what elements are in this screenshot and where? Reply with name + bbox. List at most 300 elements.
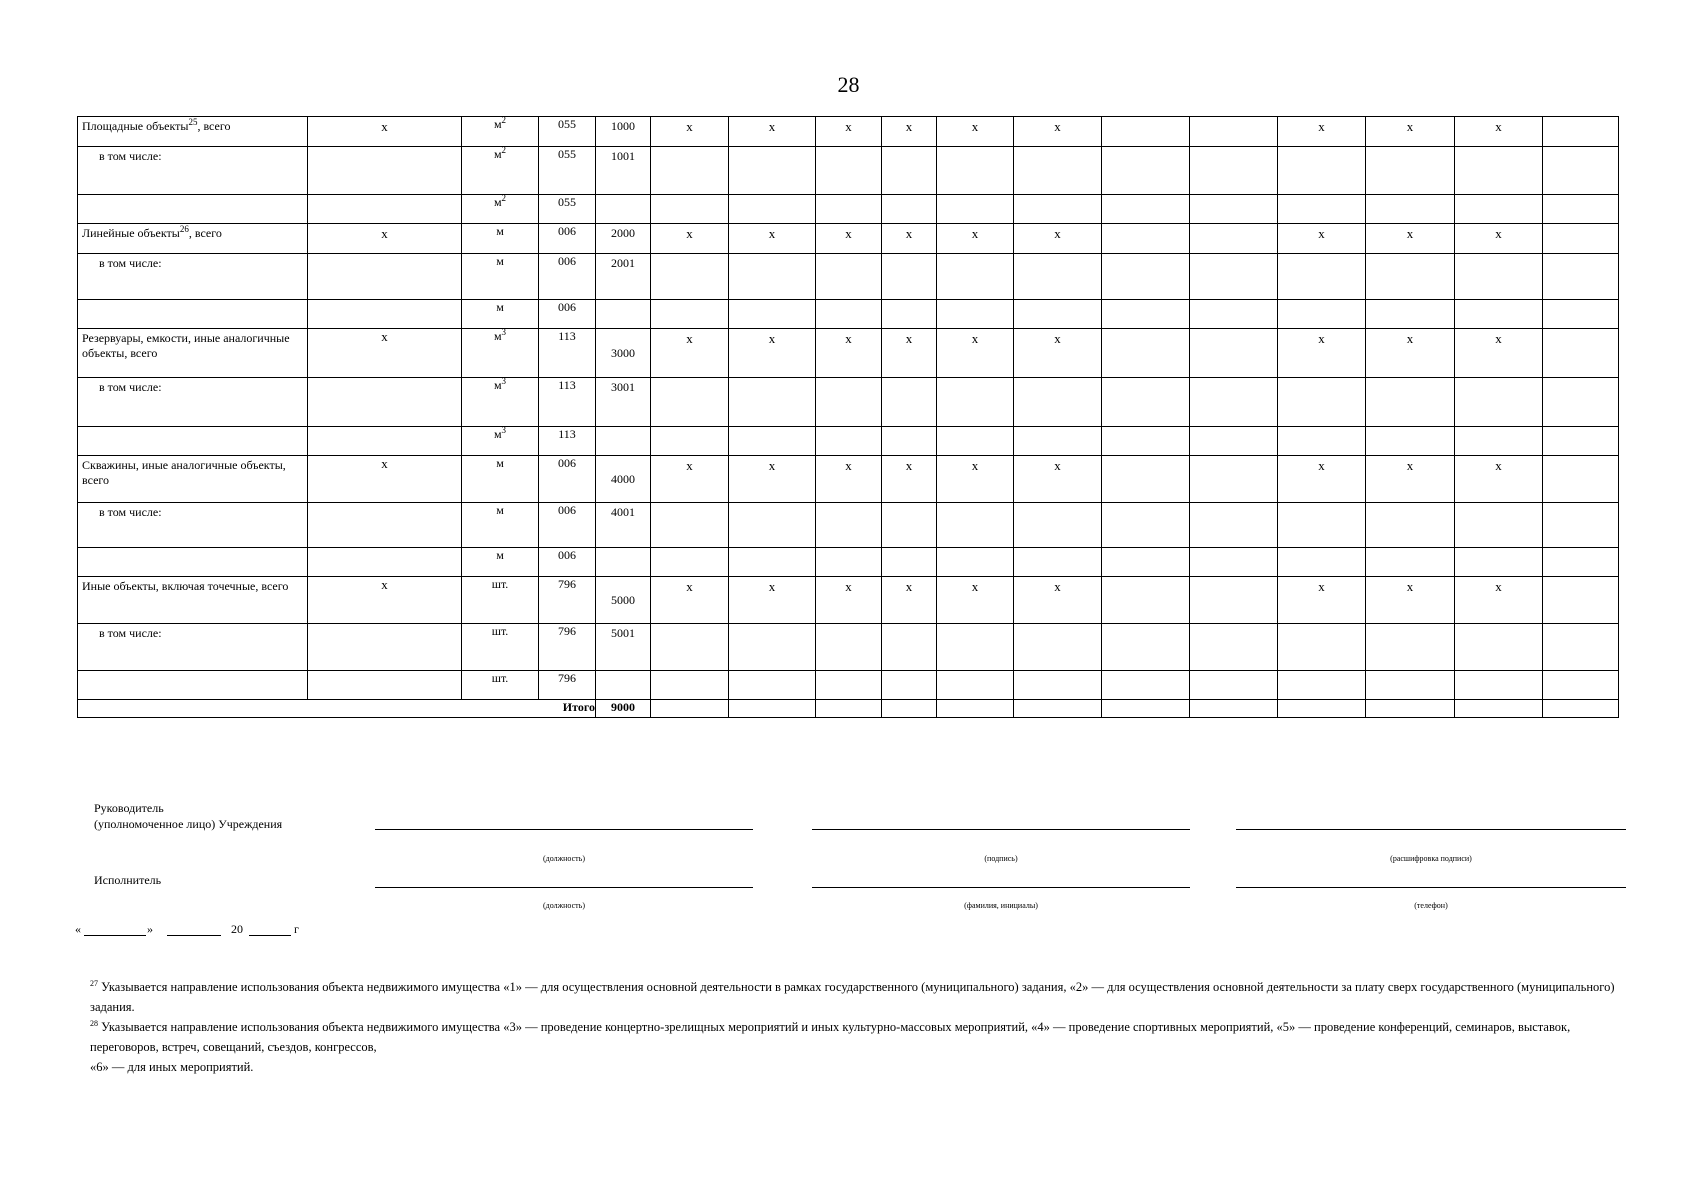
row-x-cell <box>308 378 462 427</box>
data-cell[interactable] <box>1366 427 1455 456</box>
data-cell[interactable] <box>1455 117 1543 147</box>
data-cell[interactable] <box>937 329 1014 378</box>
table-row <box>78 254 1619 300</box>
data-cell[interactable] <box>1278 700 1366 718</box>
row-x-cell <box>308 329 462 378</box>
including-label: в том числе: <box>99 256 162 270</box>
data-cell[interactable] <box>1014 624 1102 671</box>
data-cell[interactable] <box>816 117 882 147</box>
okei-code: 006 <box>558 300 576 314</box>
line-code: 1001 <box>611 149 635 163</box>
unit-power: 3 <box>501 376 507 386</box>
data-cell[interactable] <box>1014 329 1102 378</box>
data-cell[interactable] <box>651 700 729 718</box>
data-cell[interactable] <box>1455 195 1543 224</box>
data-cell[interactable] <box>1190 329 1278 378</box>
data-cell[interactable] <box>1014 503 1102 548</box>
data-cell[interactable] <box>1543 117 1619 147</box>
total-code: 9000 <box>596 700 651 718</box>
line-code: 5000 <box>611 592 635 607</box>
data-cell[interactable] <box>1543 224 1619 254</box>
data-cell[interactable] <box>651 147 729 195</box>
row-name-cell <box>78 548 308 577</box>
data-cell[interactable] <box>1014 427 1102 456</box>
data-cell[interactable] <box>1455 378 1543 427</box>
line-code-cell <box>596 378 651 427</box>
data-cell[interactable] <box>651 671 729 700</box>
data-cell[interactable] <box>1102 577 1190 624</box>
data-cell[interactable] <box>816 147 882 195</box>
data-cell[interactable] <box>1543 456 1619 503</box>
okei-cell <box>539 577 596 624</box>
data-cell[interactable] <box>1102 300 1190 329</box>
data-cell[interactable] <box>1014 117 1102 147</box>
date-day-line[interactable] <box>84 935 146 936</box>
unit-cell <box>462 503 539 548</box>
data-cell[interactable] <box>1543 503 1619 548</box>
data-cell[interactable] <box>651 195 729 224</box>
data-cell[interactable] <box>1278 427 1366 456</box>
footnote-28-cont <box>90 1057 1630 1077</box>
data-cell[interactable] <box>1102 548 1190 577</box>
row-x-cell <box>308 147 462 195</box>
data-cell[interactable] <box>1102 503 1190 548</box>
data-cell[interactable] <box>729 427 816 456</box>
data-cell[interactable] <box>1278 117 1366 147</box>
data-cell[interactable] <box>1190 577 1278 624</box>
data-cell[interactable] <box>816 503 882 548</box>
data-cell[interactable] <box>1278 147 1366 195</box>
okei-cell <box>539 671 596 700</box>
data-cell[interactable] <box>1543 378 1619 427</box>
including-label: в том числе: <box>99 505 162 519</box>
row-x-cell <box>308 300 462 329</box>
data-cell[interactable] <box>816 456 882 503</box>
data-cell[interactable] <box>1190 378 1278 427</box>
data-cell[interactable] <box>882 117 937 147</box>
total-label: Итого <box>78 700 596 718</box>
footnote-27 <box>90 977 1630 1017</box>
line-code-cell <box>596 224 651 254</box>
data-cell[interactable] <box>651 329 729 378</box>
data-cell[interactable] <box>1278 329 1366 378</box>
data-cell[interactable] <box>1190 624 1278 671</box>
data-cell[interactable] <box>937 117 1014 147</box>
footnote-28-num: 28 <box>90 1018 98 1028</box>
data-cell[interactable] <box>882 224 937 254</box>
data-cell[interactable] <box>1543 254 1619 300</box>
unit-cell <box>462 577 539 624</box>
data-cell[interactable] <box>1366 300 1455 329</box>
data-cell[interactable] <box>937 624 1014 671</box>
data-cell[interactable] <box>937 195 1014 224</box>
okei-code: 796 <box>558 624 576 638</box>
data-cell[interactable] <box>1102 456 1190 503</box>
x-mark: х <box>971 458 979 473</box>
data-cell[interactable] <box>937 254 1014 300</box>
data-cell[interactable] <box>1543 147 1619 195</box>
data-cell[interactable] <box>816 548 882 577</box>
data-cell[interactable] <box>816 427 882 456</box>
data-cell[interactable] <box>937 300 1014 329</box>
data-cell[interactable] <box>937 577 1014 624</box>
data-cell[interactable] <box>1014 254 1102 300</box>
data-cell[interactable] <box>1014 300 1102 329</box>
x-mark: х <box>1318 579 1325 594</box>
x-mark: х <box>1495 331 1502 346</box>
date-open-quote: « <box>75 922 81 936</box>
unit-cell <box>462 195 539 224</box>
data-cell[interactable] <box>729 503 816 548</box>
data-cell[interactable] <box>729 548 816 577</box>
okei-cell <box>539 254 596 300</box>
data-cell[interactable] <box>1366 671 1455 700</box>
table-row <box>78 300 1619 329</box>
data-cell[interactable] <box>882 427 937 456</box>
data-cell[interactable] <box>1543 427 1619 456</box>
data-cell[interactable] <box>1278 254 1366 300</box>
head-signature-line[interactable] <box>812 829 1190 830</box>
data-cell[interactable] <box>1455 548 1543 577</box>
data-cell[interactable] <box>651 456 729 503</box>
data-cell[interactable] <box>1543 329 1619 378</box>
unit-label: шт. <box>491 624 509 638</box>
data-cell[interactable] <box>1366 456 1455 503</box>
okei-cell <box>539 300 596 329</box>
data-cell[interactable] <box>1455 224 1543 254</box>
okei-code: 006 <box>558 224 576 238</box>
data-cell[interactable] <box>1190 117 1278 147</box>
data-cell[interactable] <box>1190 300 1278 329</box>
data-cell[interactable] <box>1366 117 1455 147</box>
table-row <box>78 224 1619 254</box>
data-cell[interactable] <box>882 147 937 195</box>
data-cell[interactable] <box>1102 671 1190 700</box>
data-cell[interactable] <box>937 456 1014 503</box>
x-mark: х <box>686 226 693 241</box>
unit-cell <box>462 300 539 329</box>
data-cell[interactable] <box>1543 700 1619 718</box>
date-month-line[interactable] <box>167 935 221 936</box>
data-cell[interactable] <box>1543 624 1619 671</box>
data-cell[interactable] <box>729 147 816 195</box>
data-cell[interactable] <box>882 456 937 503</box>
row-name-footnote: 25 <box>188 117 198 127</box>
data-cell[interactable] <box>729 224 816 254</box>
data-cell[interactable] <box>1014 147 1102 195</box>
data-cell[interactable] <box>816 254 882 300</box>
x-mark: х <box>1318 458 1325 473</box>
x-mark: х <box>1054 119 1061 134</box>
data-cell[interactable] <box>816 624 882 671</box>
data-cell[interactable] <box>1278 195 1366 224</box>
data-cell[interactable] <box>1190 224 1278 254</box>
data-cell[interactable] <box>729 195 816 224</box>
data-cell[interactable] <box>729 456 816 503</box>
data-cell[interactable] <box>729 671 816 700</box>
row-x-cell <box>308 254 462 300</box>
line-code-cell <box>596 254 651 300</box>
data-cell[interactable] <box>816 329 882 378</box>
data-cell[interactable] <box>937 671 1014 700</box>
including-label: в том числе: <box>99 380 162 394</box>
data-cell[interactable] <box>1278 671 1366 700</box>
data-cell[interactable] <box>1366 577 1455 624</box>
head-label-line2: (уполномоченное лицо) Учреждения <box>94 817 283 831</box>
data-cell[interactable] <box>1102 224 1190 254</box>
data-cell[interactable] <box>1102 254 1190 300</box>
row-x-cell <box>308 577 462 624</box>
data-cell[interactable] <box>1366 147 1455 195</box>
data-cell[interactable] <box>1278 624 1366 671</box>
head-decode-line[interactable] <box>1236 829 1626 830</box>
line-code: 4000 <box>611 471 635 486</box>
x-mark: х <box>1495 458 1502 473</box>
data-cell[interactable] <box>1455 503 1543 548</box>
data-cell[interactable] <box>1014 456 1102 503</box>
data-cell[interactable] <box>1366 548 1455 577</box>
data-cell[interactable] <box>1543 300 1619 329</box>
data-cell[interactable] <box>816 195 882 224</box>
line-code-cell <box>596 577 651 624</box>
data-cell[interactable] <box>1190 195 1278 224</box>
x-mark: х <box>1495 579 1502 594</box>
data-cell[interactable] <box>729 254 816 300</box>
data-cell[interactable] <box>1190 147 1278 195</box>
data-cell[interactable] <box>1102 378 1190 427</box>
exec-name-line[interactable] <box>812 887 1190 888</box>
data-cell[interactable] <box>1366 700 1455 718</box>
row-name-cell <box>78 671 308 700</box>
data-cell[interactable] <box>729 700 816 718</box>
unit-cell <box>462 671 539 700</box>
data-cell[interactable] <box>937 548 1014 577</box>
row-name-text: Иные объекты, включая точечные, всего <box>82 579 289 593</box>
table-row <box>78 503 1619 548</box>
x-mark: х <box>768 119 776 134</box>
data-cell[interactable] <box>1366 254 1455 300</box>
x-mark: х <box>905 331 913 346</box>
table-row <box>78 671 1619 700</box>
data-cell[interactable] <box>1102 195 1190 224</box>
data-cell[interactable] <box>882 300 937 329</box>
data-cell[interactable] <box>937 147 1014 195</box>
x-mark: х <box>1054 579 1061 594</box>
unit-power: 3 <box>501 425 507 435</box>
data-cell[interactable] <box>816 671 882 700</box>
data-cell[interactable] <box>1014 671 1102 700</box>
data-cell[interactable] <box>1014 548 1102 577</box>
data-cell[interactable] <box>882 329 937 378</box>
row-name-cell <box>78 456 308 503</box>
okei-code: 796 <box>558 671 576 685</box>
row-name-text: Площадные объекты <box>82 119 189 133</box>
unit-label: м <box>493 427 502 441</box>
data-cell[interactable] <box>1014 378 1102 427</box>
data-cell[interactable] <box>1455 300 1543 329</box>
data-cell[interactable] <box>1278 548 1366 577</box>
x-mark: х <box>381 226 388 241</box>
okei-cell <box>539 195 596 224</box>
data-cell[interactable] <box>937 700 1014 718</box>
data-cell[interactable] <box>937 224 1014 254</box>
row-name-cell <box>78 147 308 195</box>
data-cell[interactable] <box>937 503 1014 548</box>
row-name-cell <box>78 624 308 671</box>
head-position-line[interactable] <box>375 829 753 830</box>
data-cell[interactable] <box>1455 671 1543 700</box>
data-cell[interactable] <box>729 577 816 624</box>
unit-label: м <box>496 548 504 562</box>
data-cell[interactable] <box>651 577 729 624</box>
data-cell[interactable] <box>651 300 729 329</box>
okei-cell <box>539 503 596 548</box>
data-cell[interactable] <box>729 117 816 147</box>
unit-power: 3 <box>501 327 507 337</box>
row-name-footnote: 26 <box>179 224 189 234</box>
data-cell[interactable] <box>882 254 937 300</box>
data-cell[interactable] <box>816 700 882 718</box>
data-cell[interactable] <box>1455 427 1543 456</box>
data-cell[interactable] <box>1366 329 1455 378</box>
data-cell[interactable] <box>651 224 729 254</box>
data-cell[interactable] <box>1278 378 1366 427</box>
data-cell[interactable] <box>816 378 882 427</box>
data-cell[interactable] <box>1543 195 1619 224</box>
data-cell[interactable] <box>1366 503 1455 548</box>
data-cell[interactable] <box>1014 700 1102 718</box>
okei-cell <box>539 548 596 577</box>
caption-position-2: (должность) <box>543 901 585 910</box>
data-cell[interactable] <box>1102 700 1190 718</box>
data-cell[interactable] <box>1455 577 1543 624</box>
data-cell[interactable] <box>1366 224 1455 254</box>
unit-label: м <box>496 254 504 268</box>
x-mark: х <box>381 577 388 592</box>
data-cell[interactable] <box>882 577 937 624</box>
x-mark: х <box>971 331 979 346</box>
line-code-cell <box>596 503 651 548</box>
unit-cell <box>462 224 539 254</box>
data-cell[interactable] <box>651 427 729 456</box>
data-cell[interactable] <box>1190 700 1278 718</box>
x-mark: х <box>768 458 776 473</box>
data-cell[interactable] <box>1543 577 1619 624</box>
data-cell[interactable] <box>816 224 882 254</box>
data-cell[interactable] <box>1102 427 1190 456</box>
data-cell[interactable] <box>1278 300 1366 329</box>
caption-phone: (телефон) <box>1414 901 1448 910</box>
data-cell[interactable] <box>1455 624 1543 671</box>
data-cell[interactable] <box>1102 147 1190 195</box>
data-cell[interactable] <box>1543 548 1619 577</box>
data-cell[interactable] <box>1014 577 1102 624</box>
data-cell[interactable] <box>1278 503 1366 548</box>
data-cell[interactable] <box>1190 427 1278 456</box>
data-cell[interactable] <box>1190 254 1278 300</box>
data-cell[interactable] <box>882 700 937 718</box>
data-cell[interactable] <box>937 378 1014 427</box>
x-mark: х <box>845 331 852 346</box>
data-cell[interactable] <box>882 548 937 577</box>
data-cell[interactable] <box>1455 147 1543 195</box>
exec-phone-line[interactable] <box>1236 887 1626 888</box>
date-year-prefix: 20 <box>231 922 243 936</box>
data-cell[interactable] <box>1014 195 1102 224</box>
data-cell[interactable] <box>729 624 816 671</box>
data-cell[interactable] <box>729 300 816 329</box>
data-cell[interactable] <box>1102 329 1190 378</box>
row-name-text: Линейные объекты <box>82 226 180 240</box>
data-cell[interactable] <box>651 378 729 427</box>
data-cell[interactable] <box>651 624 729 671</box>
x-mark: х <box>845 579 852 594</box>
data-cell[interactable] <box>1278 456 1366 503</box>
x-mark: х <box>1054 226 1061 241</box>
data-cell[interactable] <box>729 378 816 427</box>
data-cell[interactable] <box>1366 195 1455 224</box>
x-mark: х <box>686 579 693 594</box>
x-mark: х <box>905 579 913 594</box>
data-cell[interactable] <box>1278 224 1366 254</box>
data-cell[interactable] <box>1543 671 1619 700</box>
including-label: в том числе: <box>99 149 162 163</box>
data-cell[interactable] <box>1455 329 1543 378</box>
okei-cell <box>539 147 596 195</box>
data-cell[interactable] <box>882 378 937 427</box>
data-cell[interactable] <box>1278 577 1366 624</box>
data-cell[interactable] <box>651 548 729 577</box>
data-cell[interactable] <box>1455 456 1543 503</box>
unit-label: м <box>496 456 504 470</box>
data-cell[interactable] <box>816 300 882 329</box>
data-cell[interactable] <box>651 117 729 147</box>
table-row <box>78 117 1619 147</box>
x-mark: х <box>768 579 776 594</box>
head-label-line1: Руководитель <box>94 801 164 815</box>
data-cell[interactable] <box>1190 548 1278 577</box>
unit-label: м <box>493 117 502 131</box>
data-cell[interactable] <box>1190 503 1278 548</box>
data-cell[interactable] <box>651 503 729 548</box>
line-code-cell <box>596 329 651 378</box>
row-name-cell <box>78 503 308 548</box>
data-cell[interactable] <box>1014 224 1102 254</box>
data-cell[interactable] <box>1190 671 1278 700</box>
exec-position-line[interactable] <box>375 887 753 888</box>
date-year-line[interactable] <box>249 935 291 936</box>
data-cell[interactable] <box>937 427 1014 456</box>
data-cell[interactable] <box>1455 254 1543 300</box>
data-cell[interactable] <box>882 671 937 700</box>
data-cell[interactable] <box>651 254 729 300</box>
data-cell[interactable] <box>729 329 816 378</box>
okei-code: 006 <box>558 254 576 268</box>
data-cell[interactable] <box>1455 700 1543 718</box>
data-cell[interactable] <box>1366 624 1455 671</box>
data-cell[interactable] <box>882 503 937 548</box>
data-cell[interactable] <box>816 577 882 624</box>
data-cell[interactable] <box>882 195 937 224</box>
data-cell[interactable] <box>1102 624 1190 671</box>
x-mark: х <box>845 458 852 473</box>
data-cell[interactable] <box>1102 117 1190 147</box>
data-cell[interactable] <box>882 624 937 671</box>
data-cell[interactable] <box>1366 378 1455 427</box>
data-cell[interactable] <box>1190 456 1278 503</box>
table-row <box>78 624 1619 671</box>
x-mark: х <box>1495 226 1502 241</box>
